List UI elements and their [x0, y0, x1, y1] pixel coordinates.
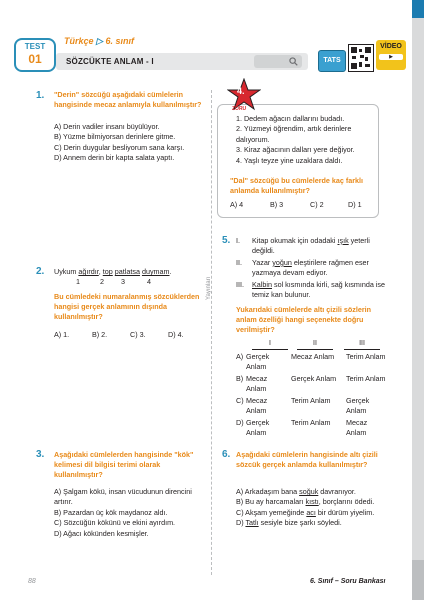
q5-row-b-c3: Terim Anlam: [346, 374, 386, 383]
q6-c-u: acı: [306, 507, 316, 517]
test-number: 01: [28, 52, 42, 66]
q6-a-post: davranıyor.: [318, 487, 356, 496]
q5-item-2-post: eleştirilere rağmen eser yazmaya devam ediyor.: [252, 257, 369, 277]
q5-col-2-rule: [297, 349, 333, 350]
q5-items: [236, 236, 386, 300]
q4-item-4: 4. Yaşlı teyze yine uzaklara daldı.: [236, 155, 343, 165]
q2-sentence: [54, 267, 214, 277]
q4-option-a[interactable]: A) 4: [230, 200, 244, 209]
q6-question: Aşağıdaki cümlelerin hangisinde altı çizili sözcük gerçek anlamda kullanılmıştır?: [236, 450, 378, 469]
q6-options: [236, 487, 390, 529]
topic-bar: [56, 53, 308, 70]
q5-row-a-c2: Mecaz Anlam: [291, 352, 335, 361]
q2-num-2: 2: [100, 277, 104, 286]
q4-badge: ZORU: [232, 106, 247, 112]
q2-w6: patlatsa: [114, 267, 140, 276]
q5-item-1-num: I.: [236, 236, 240, 245]
q5-number: 5.: [222, 235, 231, 246]
q5-item-3-num: III.: [236, 279, 244, 289]
q5-row-a-c1: Gerçek Anlam: [246, 352, 270, 371]
q2-w9: .: [169, 267, 172, 276]
q4-item-3: 3. Kiraz ağacının dalları yere değiyor.: [236, 145, 355, 155]
test-badge: [14, 38, 56, 72]
topic-title: SÖZCÜKTE ANLAM - I: [66, 57, 154, 66]
q3-stem-rest: " kelimesi dil bilgisi terimi olarak kullanılmıştır?: [54, 450, 194, 479]
q5-item-2-num: II.: [236, 257, 242, 267]
video-label: VİDEO: [380, 43, 402, 50]
subject-name: Türkçe: [64, 36, 94, 46]
q5-row-a[interactable]: [236, 352, 396, 374]
q5-row-a-c3: Terim Anlam: [346, 352, 386, 361]
q5-item-2-pre: Yazar: [252, 257, 273, 267]
q5-row-c[interactable]: [236, 396, 396, 418]
q2-w3: ,: [98, 267, 103, 276]
q6-option-a[interactable]: [236, 487, 390, 497]
search-icon: [289, 57, 298, 66]
q4-items: [236, 114, 374, 166]
q6-d-u: Tatlı: [245, 518, 259, 528]
grade-label: 6. sınıf: [105, 36, 134, 46]
q5-row-b[interactable]: [236, 374, 396, 396]
q6-d-post: sesiyle bize şarkı söyledi.: [258, 518, 342, 528]
test-label: TEST: [24, 42, 46, 51]
q1-option-a[interactable]: A) Derin vadiler insanı büyülüyor.: [54, 122, 160, 131]
q6-number: 6.: [222, 449, 231, 460]
q5-item-2: [236, 258, 386, 278]
q6-a-pre: A) Arkadaşım bana: [236, 487, 300, 496]
q2-question: Bu cümledeki numaralanmış sözcüklerden hangisi gerçek anlamının dışında kullanılmıştır?: [54, 292, 200, 321]
q1-stem: [54, 90, 204, 110]
q1-options: [54, 122, 209, 164]
q2-num-3: 3: [121, 277, 125, 286]
q1-option-d[interactable]: D) Annem derin bir kapta salata yaptı.: [54, 153, 175, 163]
q4-number: 4.: [237, 86, 245, 96]
q6-d-pre: D): [236, 518, 246, 528]
q6-c-pre: C) Akşam yemeğinde: [236, 507, 307, 517]
subject-title: [64, 36, 134, 47]
q3-option-b[interactable]: B) Pazardan üç kök maydanoz aldı.: [54, 507, 168, 517]
q5-row-c-c1: Mecaz Anlam: [246, 396, 268, 415]
q1-option-c[interactable]: C) Derin duygular besliyorum sana karşı.: [54, 142, 185, 152]
q3-options: [54, 487, 208, 539]
play-arrow-icon: ▷: [96, 36, 103, 46]
q3-stem: [54, 450, 208, 480]
q5-row-d-c2: Terim Anlam: [291, 418, 331, 427]
q3-number: 3.: [36, 449, 45, 460]
q5-col-1: I: [269, 340, 271, 347]
q1-stem-word: Derin: [57, 90, 76, 99]
qr-code: [348, 44, 374, 72]
q2-num-1: 1: [76, 277, 80, 286]
q3-stem-word: kök: [177, 450, 191, 459]
book-title: 6. Sınıf – Soru Bankası: [310, 578, 386, 585]
q5-col-1-rule: [252, 349, 288, 350]
q3-option-d[interactable]: D) Ağacı kökünden kesmişler.: [54, 528, 149, 538]
q2-number: 2.: [36, 266, 45, 277]
q5-col-3: III: [359, 340, 365, 347]
q5-item-1-u: ışık: [337, 236, 349, 245]
play-icon: ▶: [379, 54, 403, 60]
edge-tab-blue: [412, 0, 424, 18]
q6-b-u: kıstı: [305, 497, 319, 507]
q5-item-3: [236, 280, 386, 300]
q5-item-3-post: sol kısmında kirli, sağ kısmında ise temiz kan bulunur.: [252, 279, 386, 299]
q4-item-1: 1. Dedem ağacın dallarını budadı.: [236, 114, 345, 123]
q1-number: 1.: [36, 90, 45, 101]
q5-table: [236, 352, 396, 440]
q6-option-b[interactable]: [236, 497, 390, 507]
q5-item-1: [236, 236, 386, 256]
q4-option-b[interactable]: B) 3: [270, 200, 284, 209]
q2-option-c[interactable]: C) 3.: [130, 330, 146, 339]
q2-option-b[interactable]: B) 2.: [92, 330, 108, 339]
q5-row-d-label: D): [236, 418, 244, 427]
column-divider: [211, 90, 212, 575]
q5-item-3-u: Kalbin: [252, 279, 272, 289]
q4-question: "Dal" sözcüğü bu cümlelerde kaç farklı anlamda kullanılmıştır?: [230, 176, 364, 195]
q5-item-1-post: yeterli değildi.: [252, 236, 370, 255]
q2-option-a[interactable]: A) 1.: [54, 330, 70, 339]
q5-row-d-c1: Gerçek Anlam: [246, 418, 270, 437]
q1-stem-rest: " sözcüğü aşağıdaki cümlelerin hangisinde mecaz anlamıyla kullanılmıştır?: [54, 90, 202, 109]
q2-w4: top: [102, 267, 113, 276]
q6-option-d[interactable]: [236, 518, 390, 528]
q5-row-c-c2: Terim Anlam: [291, 396, 331, 405]
q5-item-2-u: yoğun: [272, 257, 292, 267]
q3-option-a[interactable]: A) Şalgam kökü, insan vücudunun direncini artırır.: [54, 487, 192, 507]
q5-row-c-c3: Gerçek Anlam: [346, 396, 370, 415]
q6-option-c[interactable]: [236, 508, 390, 518]
page-edge-tab: [412, 0, 424, 600]
tats-logo: TATS: [318, 50, 346, 72]
video-badge: [376, 40, 406, 70]
page-number: 88: [28, 578, 36, 585]
q2-option-d[interactable]: D) 4.: [168, 330, 184, 339]
q5-row-d-c3: Mecaz Anlam: [346, 418, 368, 437]
q5-col-2: II: [313, 340, 317, 347]
q2-w1: Uykum: [54, 267, 79, 276]
q6-c-post: bir dürüm yiyelim.: [315, 507, 375, 517]
q6-a-u: soğuk: [299, 487, 319, 496]
q4-option-c[interactable]: C) 2: [310, 200, 324, 209]
q4-item-2: 2. Yüzmeyi öğrendim, artık derinlere dalıyorum.: [236, 124, 352, 144]
q5-row-d[interactable]: [236, 418, 396, 440]
q4-option-d[interactable]: D) 1: [348, 200, 362, 209]
q6-b-pre: B) Bu ay harcamaları: [236, 497, 306, 507]
q3-stem-pre: Aşağıdaki cümlelerden hangisinde ": [54, 450, 178, 459]
q2-w2: ağırdır: [78, 267, 99, 276]
q2-w8: duymam: [141, 267, 170, 276]
q5-col-3-rule: [344, 349, 380, 350]
q5-row-b-label: B): [236, 374, 244, 383]
publisher-watermark: Yayınları: [206, 276, 212, 300]
q5-row-c-label: C): [236, 396, 244, 405]
q3-option-c[interactable]: C) Sözcüğün kökünü ve ekini ayırdım.: [54, 518, 176, 528]
q5-question: Yukarıdaki cümlelerde altı çizili sözlerin anlam özelliği hangi seçenekte doğru verilmiştir?: [236, 305, 372, 334]
q6-b-post: , borçlarını ödedi.: [318, 497, 375, 507]
q2-num-4: 4: [147, 277, 151, 286]
q5-item-1-pre: Kitap okumak için odadaki: [252, 236, 338, 245]
q5-row-a-label: A): [236, 352, 244, 361]
search-box: [254, 55, 302, 68]
q5-row-b-c1: Mecaz Anlam: [246, 374, 268, 393]
edge-tab-gray: [412, 560, 424, 600]
q5-row-b-c2: Gerçek Anlam: [291, 374, 337, 383]
q1-stem-pre: ": [54, 90, 58, 99]
q1-option-b[interactable]: B) Yüzme bilmiyorsan derinlere gitme.: [54, 132, 176, 142]
